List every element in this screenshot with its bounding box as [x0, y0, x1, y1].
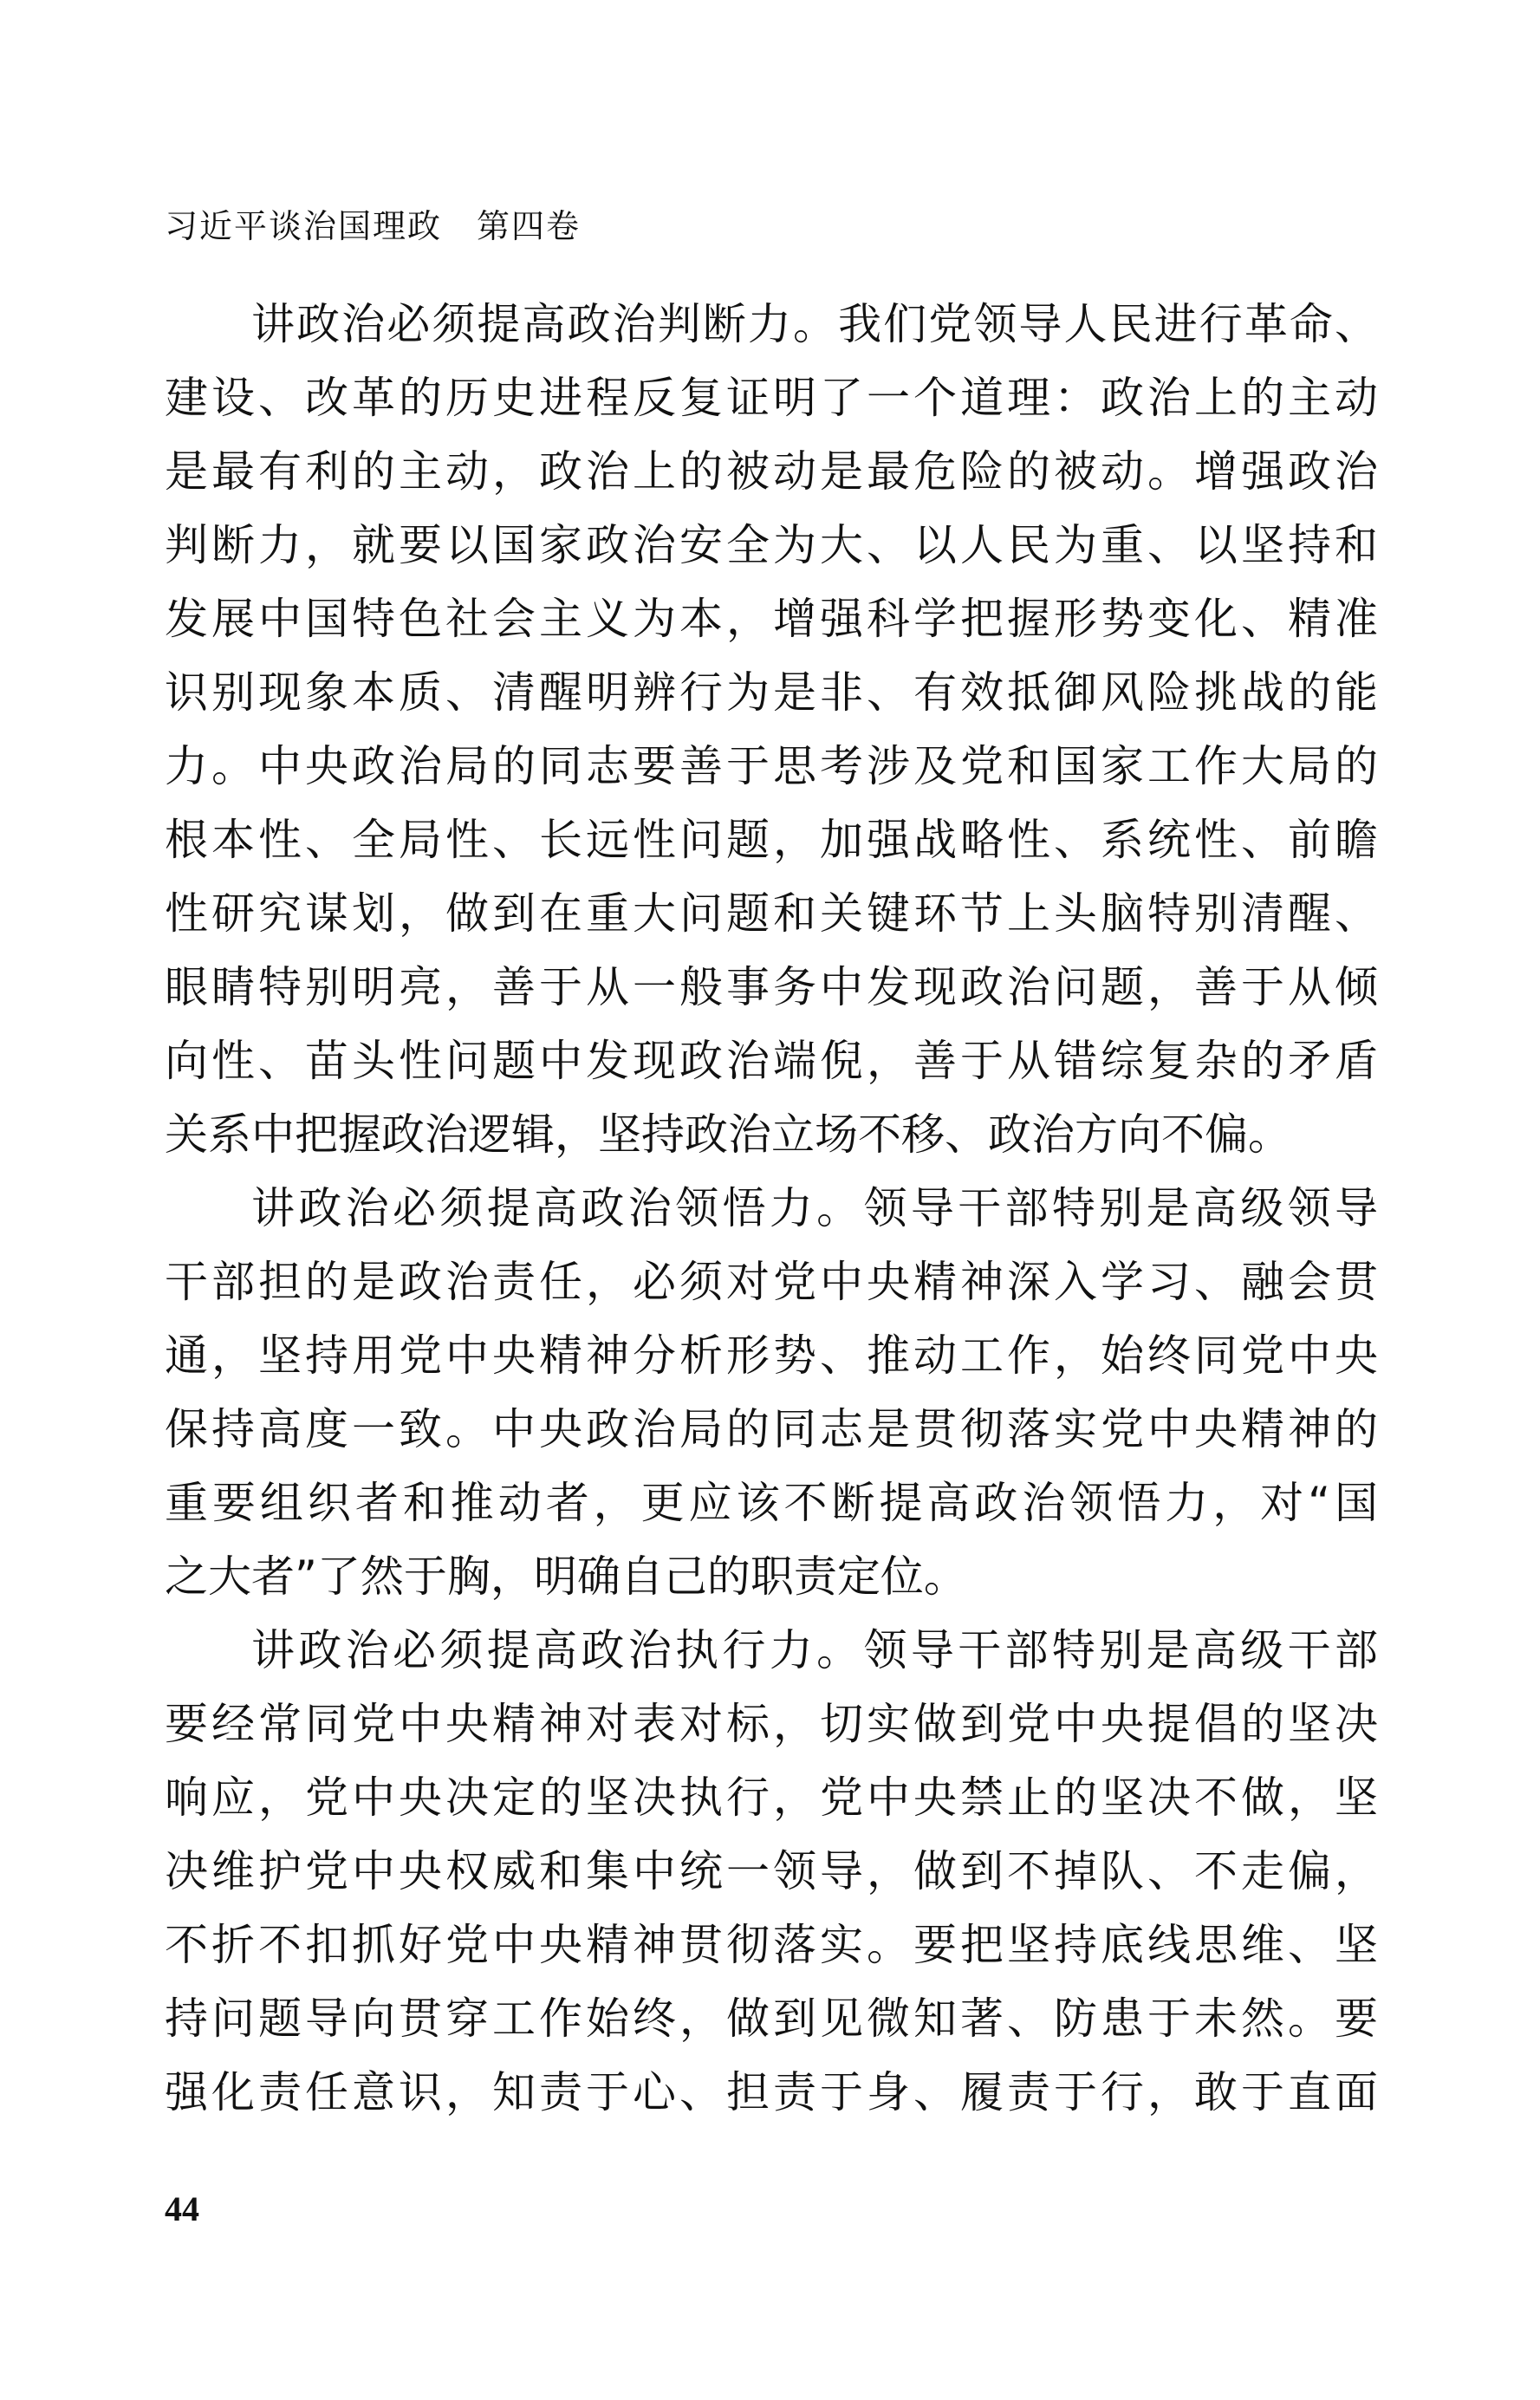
text-line: 讲政治必须提高政治领悟力。领导干部特别是高级领导 [251, 1183, 1378, 1233]
text-line: 向性、苗头性问题中发现政治端倪，善于从错综复杂的矛盾 [165, 1036, 1378, 1086]
text-line: 建设、改革的历史进程反复证明了一个道理：政治上的主动 [165, 373, 1378, 423]
body-text [165, 288, 1378, 2130]
text-line: 不折不扣抓好党中央精神贯彻落实。要把坚持底线思维、坚 [165, 1920, 1378, 1970]
text-line: 判断力，就要以国家政治安全为大、以人民为重、以坚持和 [165, 520, 1378, 570]
text-line: 响应，党中央决定的坚决执行，党中央禁止的坚决不做，坚 [165, 1772, 1378, 1823]
text-line: 发展中国特色社会主义为本，增强科学把握形势变化、精准 [165, 594, 1378, 644]
text-line: 强化责任意识，知责于心、担责于身、履责于行，敢于直面 [165, 2067, 1378, 2117]
text-line: 性研究谋划，做到在重大问题和关键环节上头脑特别清醒、 [165, 888, 1378, 939]
text-line: 讲政治必须提高政治执行力。领导干部特别是高级干部 [251, 1625, 1378, 1675]
text-line: 根本性、全局性、长远性问题，加强战略性、系统性、前瞻 [165, 815, 1378, 865]
text-line: 要经常同党中央精神对表对标，切实做到党中央提倡的坚决 [165, 1699, 1378, 1749]
text-line: 干部担的是政治责任，必须对党中央精神深入学习、融会贯 [165, 1257, 1378, 1307]
text-line: 讲政治必须提高政治判断力。我们党领导人民进行革命、 [251, 299, 1378, 349]
text-line: 眼睛特别明亮，善于从一般事务中发现政治问题，善于从倾 [165, 962, 1378, 1012]
text-line: 关系中把握政治逻辑，坚持政治立场不移、政治方向不偏。 [165, 1109, 1291, 1160]
text-line: 力。中央政治局的同志要善于思考涉及党和国家工作大局的 [165, 741, 1378, 791]
text-line: 是最有利的主动，政治上的被动是最危险的被动。增强政治 [165, 446, 1378, 497]
text-line: 持问题导向贯穿工作始终，做到见微知著、防患于未然。要 [165, 1993, 1378, 2044]
text-line: 保持高度一致。中央政治局的同志是贯彻落实党中央精神的 [165, 1404, 1378, 1454]
text-line: 重要组织者和推动者，更应该不断提高政治领悟力，对“国 [165, 1478, 1378, 1528]
text-line: 之大者”了然于胸，明确自己的职责定位。 [165, 1551, 967, 1602]
text-line: 通，坚持用党中央精神分析形势、推动工作，始终同党中央 [165, 1330, 1378, 1381]
text-line: 识别现象本质、清醒明辨行为是非、有效抵御风险挑战的能 [165, 667, 1378, 718]
text-line: 决维护党中央权威和集中统一领导，做到不掉队、不走偏， [165, 1846, 1378, 1896]
running-header: 习近平谈治国理政 第四卷 [165, 207, 582, 245]
page-number: 44 [165, 2189, 199, 2228]
